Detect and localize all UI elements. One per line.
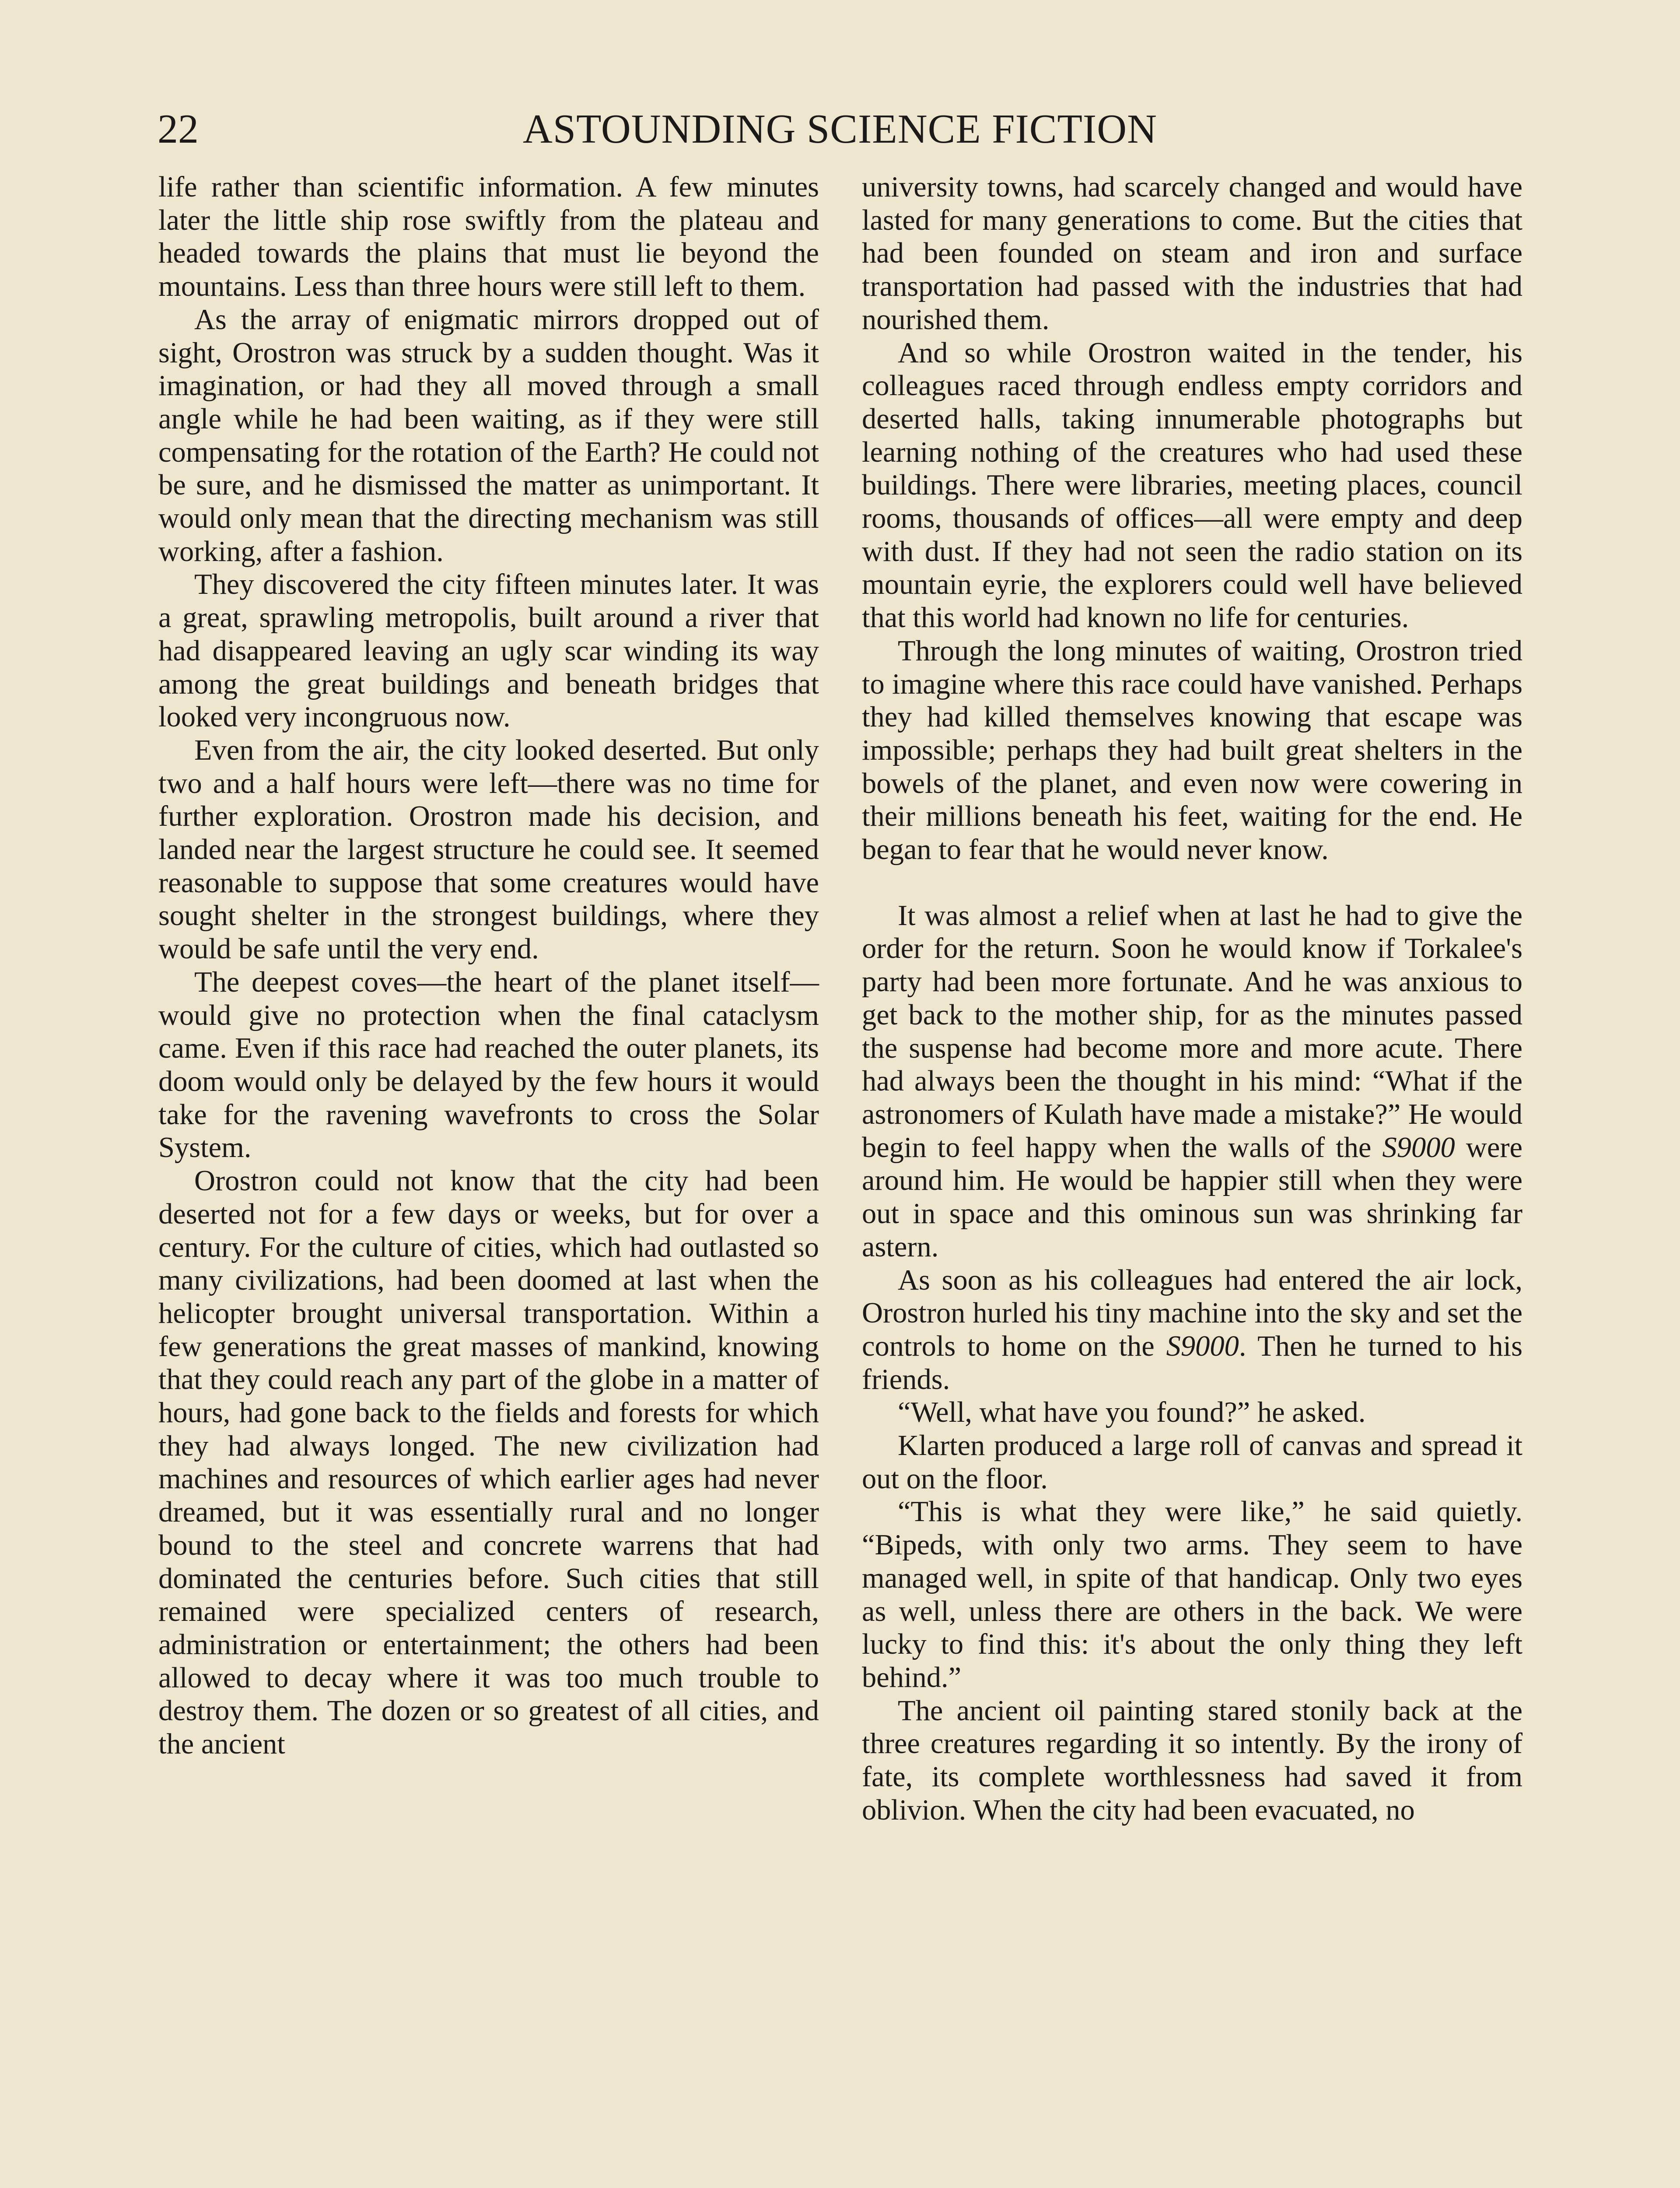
paragraph (862, 899, 1522, 1264)
paragraph: Through the long minutes of waiting, Orostron tried to imagine where this race could have vanished. Perhaps they had killed themselves knowing that escape was impossible; perhaps they had built great shelters in the bowels of the planet, and even now were cowering in their millions beneath his feet, waiting for the end. He began to fear that he would never know. (862, 635, 1522, 866)
paragraph-text: were around him. He would be happier still when they were out in space and this ominous sun was shrinking far astern. (862, 1131, 1522, 1263)
paragraph: Klarten produced a large roll of canvas and spread it out on the floor. (862, 1430, 1522, 1495)
magazine-title: ASTOUNDING SCIENCE FICTION (523, 106, 1157, 152)
paragraph (862, 1264, 1522, 1396)
paragraph: The deepest coves—the heart of the planet itself—would give no protection when the final cataclysm came. Even if this race had reached the outer planets, its doom would only be delayed by the few hours it would take for the ravening wavefronts to cross the Solar System. (158, 966, 819, 1164)
ship-name: S9000 (1166, 1330, 1239, 1362)
paragraph-text: It was almost a relief when at last he had to give the order for the return. Soon he would know if Torkalee's party had been more fortunate. And he was anxious to get back to the mother ship, for as the minutes passed the suspense had become more and more acute. There had always been the thought in his mind: “What if the astronomers of Kulath have made a mistake?” He would begin to feel happy when the walls of the (862, 899, 1522, 1164)
right-column (862, 171, 1522, 1827)
page-number: 22 (158, 106, 199, 152)
ship-name: S9000 (1382, 1131, 1455, 1164)
paragraph: And so while Orostron waited in the tender, his colleagues raced through endless empty corridors and deserted halls, taking innumerable photographs but learning nothing of the creatures who had used these buildings. There were libraries, meeting places, council rooms, thousands of offices—all were empty and deep with dust. If they had not seen the radio station on its mountain eyrie, the explorers could well have believed that this world had known no life for centuries. (862, 337, 1522, 634)
paragraph: Orostron could not know that the city had been deserted not for a few days or weeks, but for over a century. For the culture of cities, which had outlasted so many civilizations, had been doomed at last when the helicopter brought universal transportation. Within a few generations the great masses of mankind, knowing that they could reach any part of the globe in a matter of hours, had gone back to the fields and forests for which they had always longed. The new civilization had machines and resources of which earlier ages had never dreamed, but it was essentially rural and no longer bound to the steel and concrete warrens that had dominated the centuries before. Such cities that still remained were specialized centers of research, administration or entertainment; the others had been allowed to decay where it was too much trouble to destroy them. The dozen or so greatest of all cities, and the ancient (158, 1165, 819, 1760)
paragraph: university towns, had scarcely changed and would have lasted for many generations to come. But the cities that had been founded on steam and iron and surface transportation had passed with the industries that had nourished them. (862, 171, 1522, 336)
paragraph: They discovered the city fifteen minutes later. It was a great, sprawling metropolis, built around a river that had disappeared leaving an ugly scar winding its way among the great buildings and beneath bridges that looked very incongruous now. (158, 568, 819, 733)
paragraph: “Well, what have you found?” he asked. (898, 1396, 1366, 1429)
paragraph-text: As soon as his colleagues had entered the air lock, Orostron hurled his tiny machine into the sky and set the controls to home on the (862, 1264, 1522, 1362)
paragraph: As the array of enigmatic mirrors dropped out of sight, Orostron was struck by a sudden thought. Was it imagination, or had they all moved through a small angle while he had been waiting, as if they were still compensating for the rotation of the Earth? He could not be sure, and he dismissed the matter as unimportant. It would only mean that the directing mechanism was still working, after a fashion. (158, 303, 819, 568)
paragraph: The ancient oil painting stared stonily back at the three creatures regarding it so intently. By the irony of fate, its complete worthlessness had saved it from oblivion. When the city had been evacuated, no (862, 1694, 1522, 1826)
paragraph: Even from the air, the city looked deserted. But only two and a half hours were left—there was no time for further exploration. Orostron made his decision, and landed near the largest structure he could see. It seemed reasonable to suppose that some creatures would have sought shelter in the strongest buildings, where they would be safe until the very end. (158, 734, 819, 965)
paragraph: life rather than scientific information. A few minutes later the little ship rose swiftly from the plateau and headed towards the plains that must lie beyond the mountains. Less than three hours were still left to them. (158, 171, 819, 303)
page-header (158, 98, 1522, 160)
paragraph-text: . Then he turned to his friends. (862, 1330, 1522, 1396)
paragraph: “This is what they were like,” he said quietly. “Bipeds, with only two arms. They seem to have managed well, in spite of that handicap. Only two eyes as well, unless there are others in the back. We were lucky to find this: it's about the only thing they left behind.” (862, 1496, 1522, 1694)
left-column (158, 171, 819, 1761)
